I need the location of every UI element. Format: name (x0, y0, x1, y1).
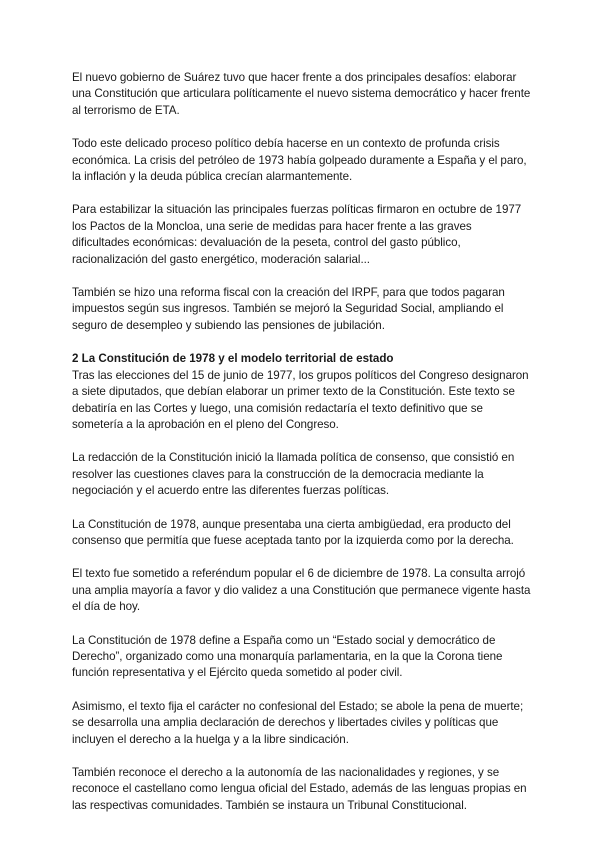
paragraph-elections: Tras las elecciones del 15 de junio de 1977, los grupos políticos del Congreso designaron a siete diputados, que debían elaborar un primer texto de la Constitución. Este texto se debatiría en las Cortes y luego, una comisión redactaría el texto definitivo que se sometería a la aprobación en el pleno del Congreso. (72, 368, 529, 431)
paragraph-suarez-challenges: El nuevo gobierno de Suárez tuvo que hacer frente a dos principales desafíos: elaborar una Constitución que articulara políticamente el nuevo sistema democrático y hacer frente al terrorismo de ETA. (72, 71, 531, 117)
paragraph-definition: La Constitución de 1978 define a España como un “Estado social y democrático de Derecho”, organizado como una monarquía parlamentaria, en la que la Corona tiene función representativa y el Ejército queda sometido al poder civil. (72, 633, 503, 680)
paragraph-fiscal-reform: También se hizo una reforma fiscal con la creación del IRPF, para que todos pagaran impuestos según sus ingresos. También se mejoró la Seguridad Social, ampliando el seguro de desempleo y subiendo las pensiones de jubilación. (72, 286, 505, 332)
paragraph-ambiguity: La Constitución de 1978, aunque presentaba una cierta ambigüedad, era producto del consenso que permitía que fuese aceptada tanto por la izquierda como por la derecha. (72, 517, 514, 547)
paragraph-rights: Asimismo, el texto fija el carácter no confesional del Estado; se abole la pena de muerte; se desarrolla una amplia declaración de derechos y libertades civiles y políticas que incluyen el derecho a la huelga y a la libre sindicación. (72, 699, 524, 746)
paragraph-economic-crisis: Todo este delicado proceso político debía hacerse en un contexto de profunda crisis económica. La crisis del petróleo de 1973 había golpeado duramente a España y el paro, la inflación y la deuda pública crecían alarmantemente. (72, 137, 527, 184)
section-heading: 2 La Constitución de 1978 y el modelo territorial de estado (72, 352, 394, 366)
paragraph-consensus: La redacción de la Constitución inició la llamada política de consenso, que consistió en resolver las cuestiones claves para la construcción de la democracia mediante la negociación y el acuerdo entre las diferentes fuerzas políticas. (72, 451, 515, 498)
paragraph-moncloa-pacts: Para estabilizar la situación las principales fuerzas políticas firmaron en octubre de 1977 los Pactos de la Moncloa, una serie de medidas para hacer frente a las graves dificultades económicas: devaluación de la peseta, control del gasto público, racionalización del gasto energético, moderación salarial... (72, 203, 522, 266)
document-page (72, 70, 532, 831)
paragraph-autonomy: También reconoce el derecho a la autonomía de las nacionalidades y regiones, y se reconoce el castellano como lengua oficial del Estado, además de las lenguas propias en las respectivas comunidades. También se instaura un Tribunal Constitucional. (72, 766, 527, 812)
paragraph-referendum: El texto fue sometido a referéndum popular el 6 de diciembre de 1978. La consulta arrojó una amplia mayoría a favor y dio validez a una Constitución que permanece vigente hasta el día de hoy. (72, 567, 531, 614)
